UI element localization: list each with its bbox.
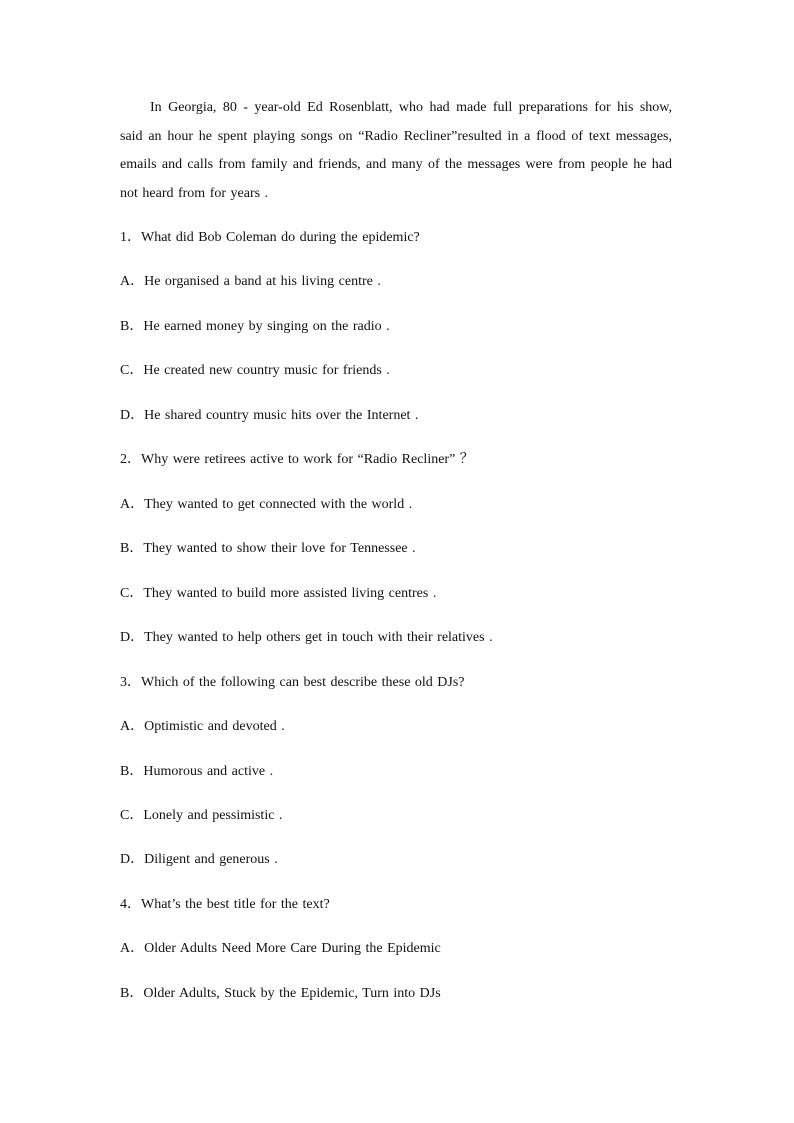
question-4-option-a: A．Older Adults Need More Care During the Epidemic xyxy=(120,941,441,956)
question-1-option-c: C．He created new country music for friends . xyxy=(120,363,390,378)
question-1-stem: 1．What did Bob Coleman do during the epidemic? xyxy=(120,230,420,245)
question-2-stem: 2．Why were retirees active to work for “Radio Recliner” ？ xyxy=(120,452,474,467)
question-2-option-a: A．They wanted to get connected with the world . xyxy=(120,497,413,512)
question-3-stem: 3．Which of the following can best describe these old DJs? xyxy=(120,675,465,690)
question-1-option-a: A．He organised a band at his living centre . xyxy=(120,274,381,289)
question-1-option-d: D．He shared country music hits over the Internet . xyxy=(120,408,419,423)
question-3-option-c: C．Lonely and pessimistic . xyxy=(120,808,283,823)
question-4-stem: 4．What’s the best title for the text? xyxy=(120,897,330,912)
question-3-option-a: A．Optimistic and devoted . xyxy=(120,719,285,734)
question-3-option-b: B．Humorous and active . xyxy=(120,764,274,779)
question-1-option-b: B．He earned money by singing on the radio . xyxy=(120,319,390,334)
question-2-option-d: D．They wanted to help others get in touch with their relatives . xyxy=(120,630,493,645)
question-4-option-b: B．Older Adults, Stuck by the Epidemic, Turn into DJs xyxy=(120,986,441,1001)
question-3-option-d: D．Diligent and generous . xyxy=(120,852,278,867)
question-2-option-c: C．They wanted to build more assisted living centres . xyxy=(120,586,437,601)
passage-paragraph: In Georgia, 80 - year-old Ed Rosenblatt, who had made full preparations for his show, said an hour he spent playing songs on “Radio Recliner”resulted in a flood of text messages, emails and calls from family and friends, and many of the messages were from people he had not heard from for years . xyxy=(120,100,672,202)
question-2-option-b: B．They wanted to show their love for Tennessee . xyxy=(120,541,416,556)
